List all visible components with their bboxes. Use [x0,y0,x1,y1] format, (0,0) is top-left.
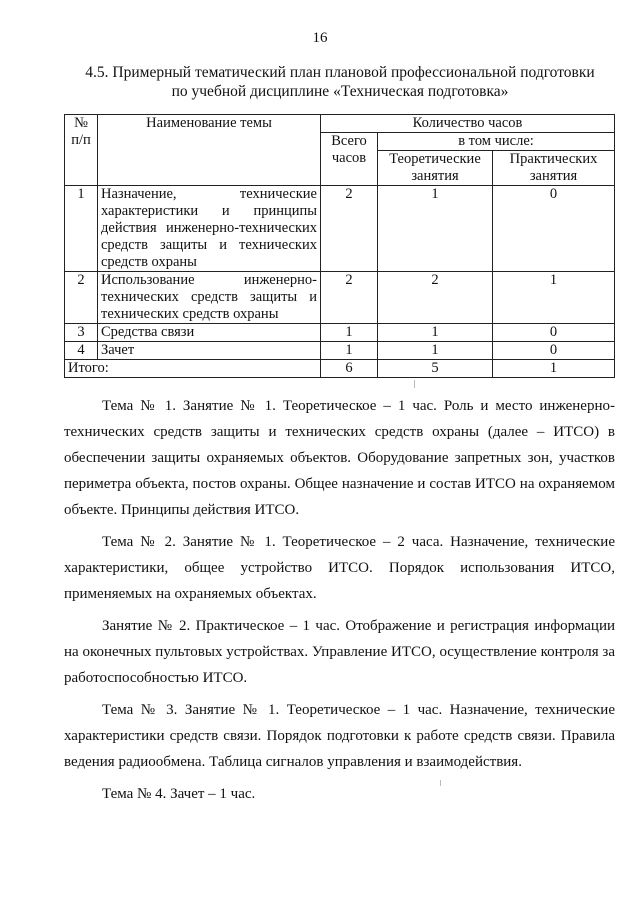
row-name: Использование инженерно-технических средств защиты и технических средств охраны [98,272,321,324]
row-total: 1 [321,342,378,360]
total-hours: 6 [321,360,378,378]
row-num: 2 [65,272,98,324]
title-line-1: 4.5. Примерный тематический план плановой профессиональной подготовки [85,64,595,81]
row-practice: 0 [493,186,615,272]
row-practice: 0 [493,324,615,342]
header-row-1 [65,115,615,133]
body-text [64,393,615,813]
row-theory: 1 [378,186,493,272]
table-row [65,342,615,360]
row-theory: 1 [378,324,493,342]
header-practice: Практических занятия [493,151,615,186]
paragraph: Тема № 3. Занятие № 1. Теоретическое – 1 час. Назначение, технические характеристики средств связи. Порядок подготовки к работе средств связи. Правила ведения радиообмена. Таблица сигналов управления и взаимодействия. [64,702,615,770]
header-total: Всего часов [321,133,378,186]
table-row [65,324,615,342]
header-including: в том числе: [378,133,615,151]
table-row [65,272,615,324]
scan-mark [414,380,415,388]
row-practice: 0 [493,342,615,360]
total-theory: 5 [378,360,493,378]
row-theory: 2 [378,272,493,324]
row-name: Средства связи [98,324,321,342]
table-row [65,186,615,272]
page-number: 16 [312,30,328,46]
row-num: 3 [65,324,98,342]
row-name: Назначение, технические характеристики и принципы действия инженерно-технических средств защиты и технических средств охраны [98,186,321,272]
total-practice: 1 [493,360,615,378]
header-theory: Теоретические занятия [378,151,493,186]
paragraph: Тема № 4. Зачет – 1 час. [102,786,256,802]
title-line-2: по учебной дисциплине «Техническая подготовка» [171,83,509,100]
row-total: 1 [321,324,378,342]
row-num: 1 [65,186,98,272]
row-total: 2 [321,186,378,272]
scan-mark [440,780,441,786]
row-practice: 1 [493,272,615,324]
total-row [65,360,615,378]
row-name: Зачет [98,342,321,360]
total-label: Итого: [65,360,321,378]
row-theory: 1 [378,342,493,360]
row-total: 2 [321,272,378,324]
row-num: 4 [65,342,98,360]
thematic-plan-table [64,114,615,378]
section-title [60,63,620,101]
header-num: № п/п [65,115,98,186]
header-name: Наименование темы [98,115,321,186]
paragraph: Тема № 2. Занятие № 1. Теоретическое – 2 часа. Назначение, технические характеристики, общее устройство ИТСО. Порядок использования ИТСО, применяемых на охраняемых объектах. [64,534,615,602]
paragraph: Тема № 1. Занятие № 1. Теоретическое – 1 час. Роль и место инженерно-технических средств защиты и технических средств охраны (далее – ИТСО) в обеспечении защиты охраняемых объектов. Оборудование запретных зон, участков периметра объекта, постов охраны. Общее назначение и состав ИТСО на охраняемом объекте. Принципы действия ИТСО. [64,398,615,518]
header-hours: Количество часов [321,115,615,133]
paragraph: Занятие № 2. Практическое – 1 час. Отображение и регистрация информации на оконечных пультовых устройствах. Управление ИТСО, осуществление контроля за работоспособностью ИТСО. [64,618,615,686]
